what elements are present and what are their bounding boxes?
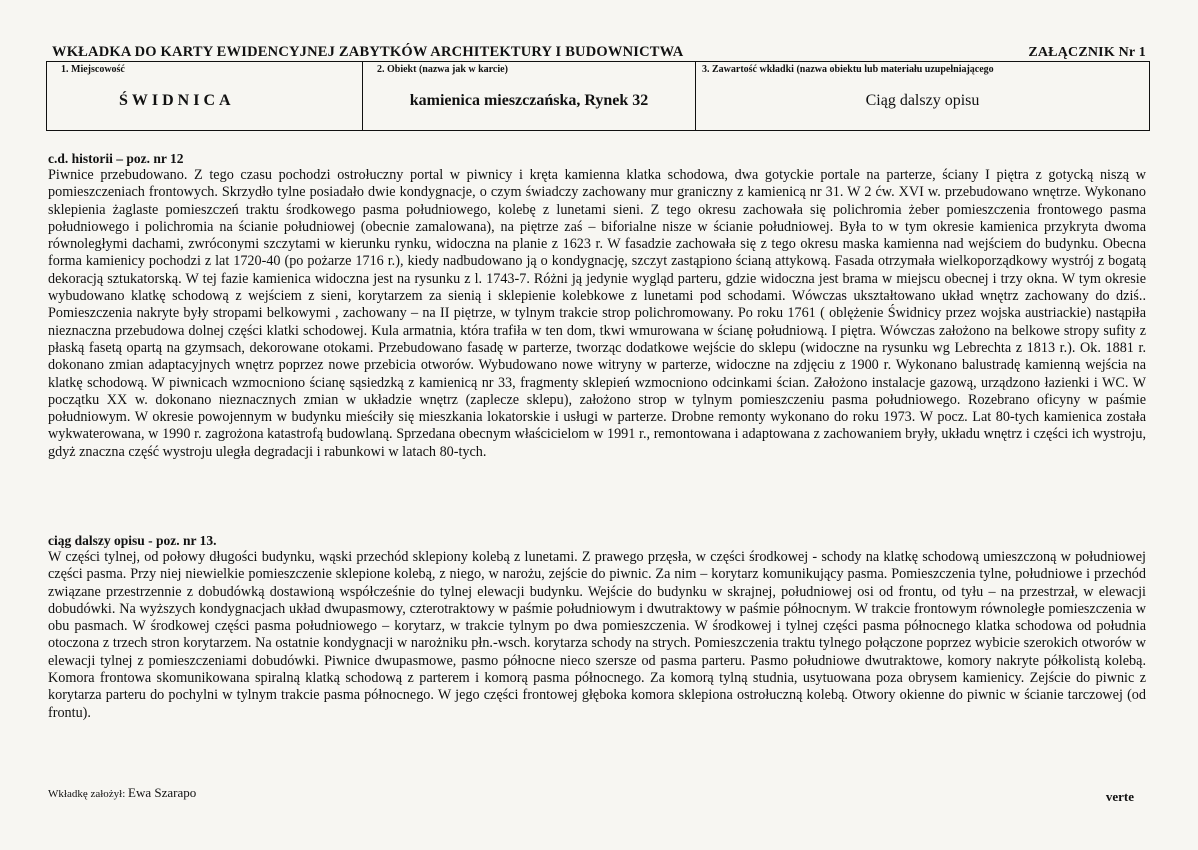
field-object <box>362 62 695 130</box>
section-heading: ciąg dalszy opisu - poz. nr 13. <box>48 533 217 548</box>
description-section <box>48 532 1146 722</box>
field-label: 2. Obiekt (nazwa jak w karcie) <box>377 64 508 75</box>
footer-author <box>48 785 196 801</box>
prepared-by-label: Wkładkę założył: <box>48 788 126 800</box>
insert-content-value: Ciąg dalszy opisu <box>865 92 980 109</box>
annex-number: ZAŁĄCZNIK Nr 1 <box>1028 45 1146 60</box>
document-header <box>52 44 1148 61</box>
field-label: 1. Miejscowość <box>61 64 125 75</box>
section-body: Piwnice przebudowano. Z tego czasu pochodzi ostrołuczny portal w piwnicy i kręta kamienna klatka schodowa, dwa gotyckie portale na parterze, ściany I piętra z gotycką niszą w pomieszczeniach frontowych. Skrzydło tylne posiadało dwie kondygnacje, o czym świadczy zachowany mur graniczny z kamienicą nr 31. W 2 ćw. XVI w. przebudowano wnętrze. Wykonano sklepienia żaglaste pomieszczeń traktu środkowego pasma południowego, kolebę z lunetami sieni. Z tego okresu zachowała się polichromia żeber pomieszczenia frontowego pasma południowego i polichromia na ścianie południowej (obecnie zamalowana), na piętrze zaś – biforialne nisze w ścianie południowej. Była to w tym okresie kamienica przykryta dwoma równoległymi dachami, zwróconymi szczytami w kierunku rynku, widoczna na planie z 1623 r. W fasadzie zachowała się z tego okresu maska kamienna nad wejściem do budynku. Obecna forma kamienicy pochodzi z lat 1720-40 (po pożarze 1716 r.), kiedy nadbudowano ją o kondygnację, szczyt zastąpiono ścianą attykową. Fasada otrzymała wielkoporządkowy wystrój z bogatą dekoracją sztukatorską. W tej fazie kamienica widoczna jest na rysunku z l. 1743-7. Różni ją jedynie wygląd parteru, gdzie widoczna jest brama w miejscu obecnej i trzy okna. W tym okresie wybudowano klatkę schodową z wejściem z sieni, korytarzem za sienią i sklepienie kolebkowe z lunetami pod schodami. Wówczas ukształtowano układ wnętrz zachowany do dziś.. Pomieszczenia nakryte były stropami belkowymi , zachowany – na II piętrze, w tylnym trakcie strop polichromowany. Po roku 1761 ( oblężenie Świdnicy przez wojska austriackie) nastąpiła nieznaczna przebudowa dolnej części klatki schodowej. Kula armatnia, która trafiła w ten dom, tkwi wmurowana w ścianę południową. I piętra. Wówczas założono na belkowe stropy sufity z płaską fasetą opartą na gzymsach, dekorowane otokami. Przebudowano fasadę w parterze, tworząc dodatkowe wejście do sklepu (widoczne na rysunku wg Lebrechta z 1813 r.). Ok. 1881 r. dokonano zmian adaptacyjnych wnętrz poprzez nowe przebicia otworów. Wybudowano nowe witryny w parterze, widoczne na zdjęciu z 1900 r. Wykonano balustradę kamienną wejścia na klatkę schodową. W piwnicach wzmocniono ścianę sąsiedzką z kamienicą nr 33, fragmenty sklepień wzmocniono odcinkami ścian. Założono instalacje gazową, urządzono łazienki i WC. W początku XX w. dokonano nieznacznych zmian w układzie wnętrz (zaplecze sklepu), założono strop w tylnym pomieszczeniu pasma południowego. Rozebrano oficyny w paśmie południowym. W okresie powojennym w budynku mieściły się mieszkania lokatorskie i usługi w parterze. Drobne remonty wykonano do roku 1973. W pocz. Lat 80-tych kamienica została wykwaterowana, w 1990 r. zagrożona katastrofą budowlaną. Sprzedana obecnym właścicielom w 1991 r., remontowana i adaptowana z zachowaniem bryły, układu wnętrz i części ich wystroju, gdyż znaczna część wystroju uległa degradacji i rabunkowi w latach 80-tych. <box>48 167 1146 460</box>
document-title: WKŁADKA DO KARTY EWIDENCYJNEJ ZABYTKÓW ARCHITEKTURY I BUDOWNICTWA <box>52 44 684 60</box>
field-insert-content <box>695 62 1149 130</box>
locality-value: ŚWIDNICA <box>119 92 235 109</box>
header-fields-table <box>46 61 1150 131</box>
field-label: 3. Zawartość wkładki (nazwa obiektu lub materiału uzupełniającego <box>702 64 994 75</box>
author-name: Ewa Szarapo <box>128 785 197 800</box>
section-body: W części tylnej, od połowy długości budynku, wąski przechód sklepiony kolebą z lunetami. Z prawego przęsła, w części środkowej - schody na klatkę schodową umieszczoną w południowej części pasma. Przy niej niewielkie pomieszczenie sklepione kolebą, z niego, w narożu, zejście do piwnic. Za nim – korytarz komunikujący pasma. Pomieszczenia tylne, południowe i przechód związane przestrzennie z dobudówką dostawioną współcześnie do tylnej elewacji budynku. Wejście do budynku w skrajnej, południowej osi od frontu, od tyłu – na przestrzał, w elewacji dobudówki. Na wyższych kondygnacjach układ dwupasmowy, czterotraktowy w paśmie południowym i dwutraktowy w paśmie północnym. W trakcie frontowym równoległe pomieszczenia w obu pasmach. W środkowej części pasma południowego – korytarz, w trakcie tylnym po dwa pomieszczenia. W środkowej i tylnej części pasma północnego klatka schodowa od południa otoczona z trzech stron korytarzem. Na ostatnie kondygnacji w narożniku płn.-wsch. korytarza schody na strych. Pomieszczenia traktu tylnego połączone poprzez wybicie szerokich otworów w elewacji tylnej z pomieszczeniami dobudówki. Piwnice dwupasmowe, pasmo północne nieco szersze od pasma parteru. Pasmo południowe dwutraktowe, komory nakryte półkolistą kolebą. Komora frontowa skomunikowana spiralną klatką schodową z parterem i komorą pasma północnego. Za komorą tylną studnia, usytuowana poza obrysem kamienicy. Zejście do piwnic z korytarza parteru do pochylni w tylnym trakcie pasma północnego. W jego części frontowej głęboka komora sklepiona ostrołuczną kolebą. Otwory okienne do piwnic w ścianie tarczowej (od frontu). <box>48 549 1146 721</box>
field-locality <box>47 62 362 130</box>
section-heading: c.d. historii – poz. nr 12 <box>48 151 184 166</box>
object-value: kamienica mieszczańska, Rynek 32 <box>409 92 649 109</box>
history-section <box>48 150 1146 461</box>
verte-label: verte <box>1105 789 1134 804</box>
